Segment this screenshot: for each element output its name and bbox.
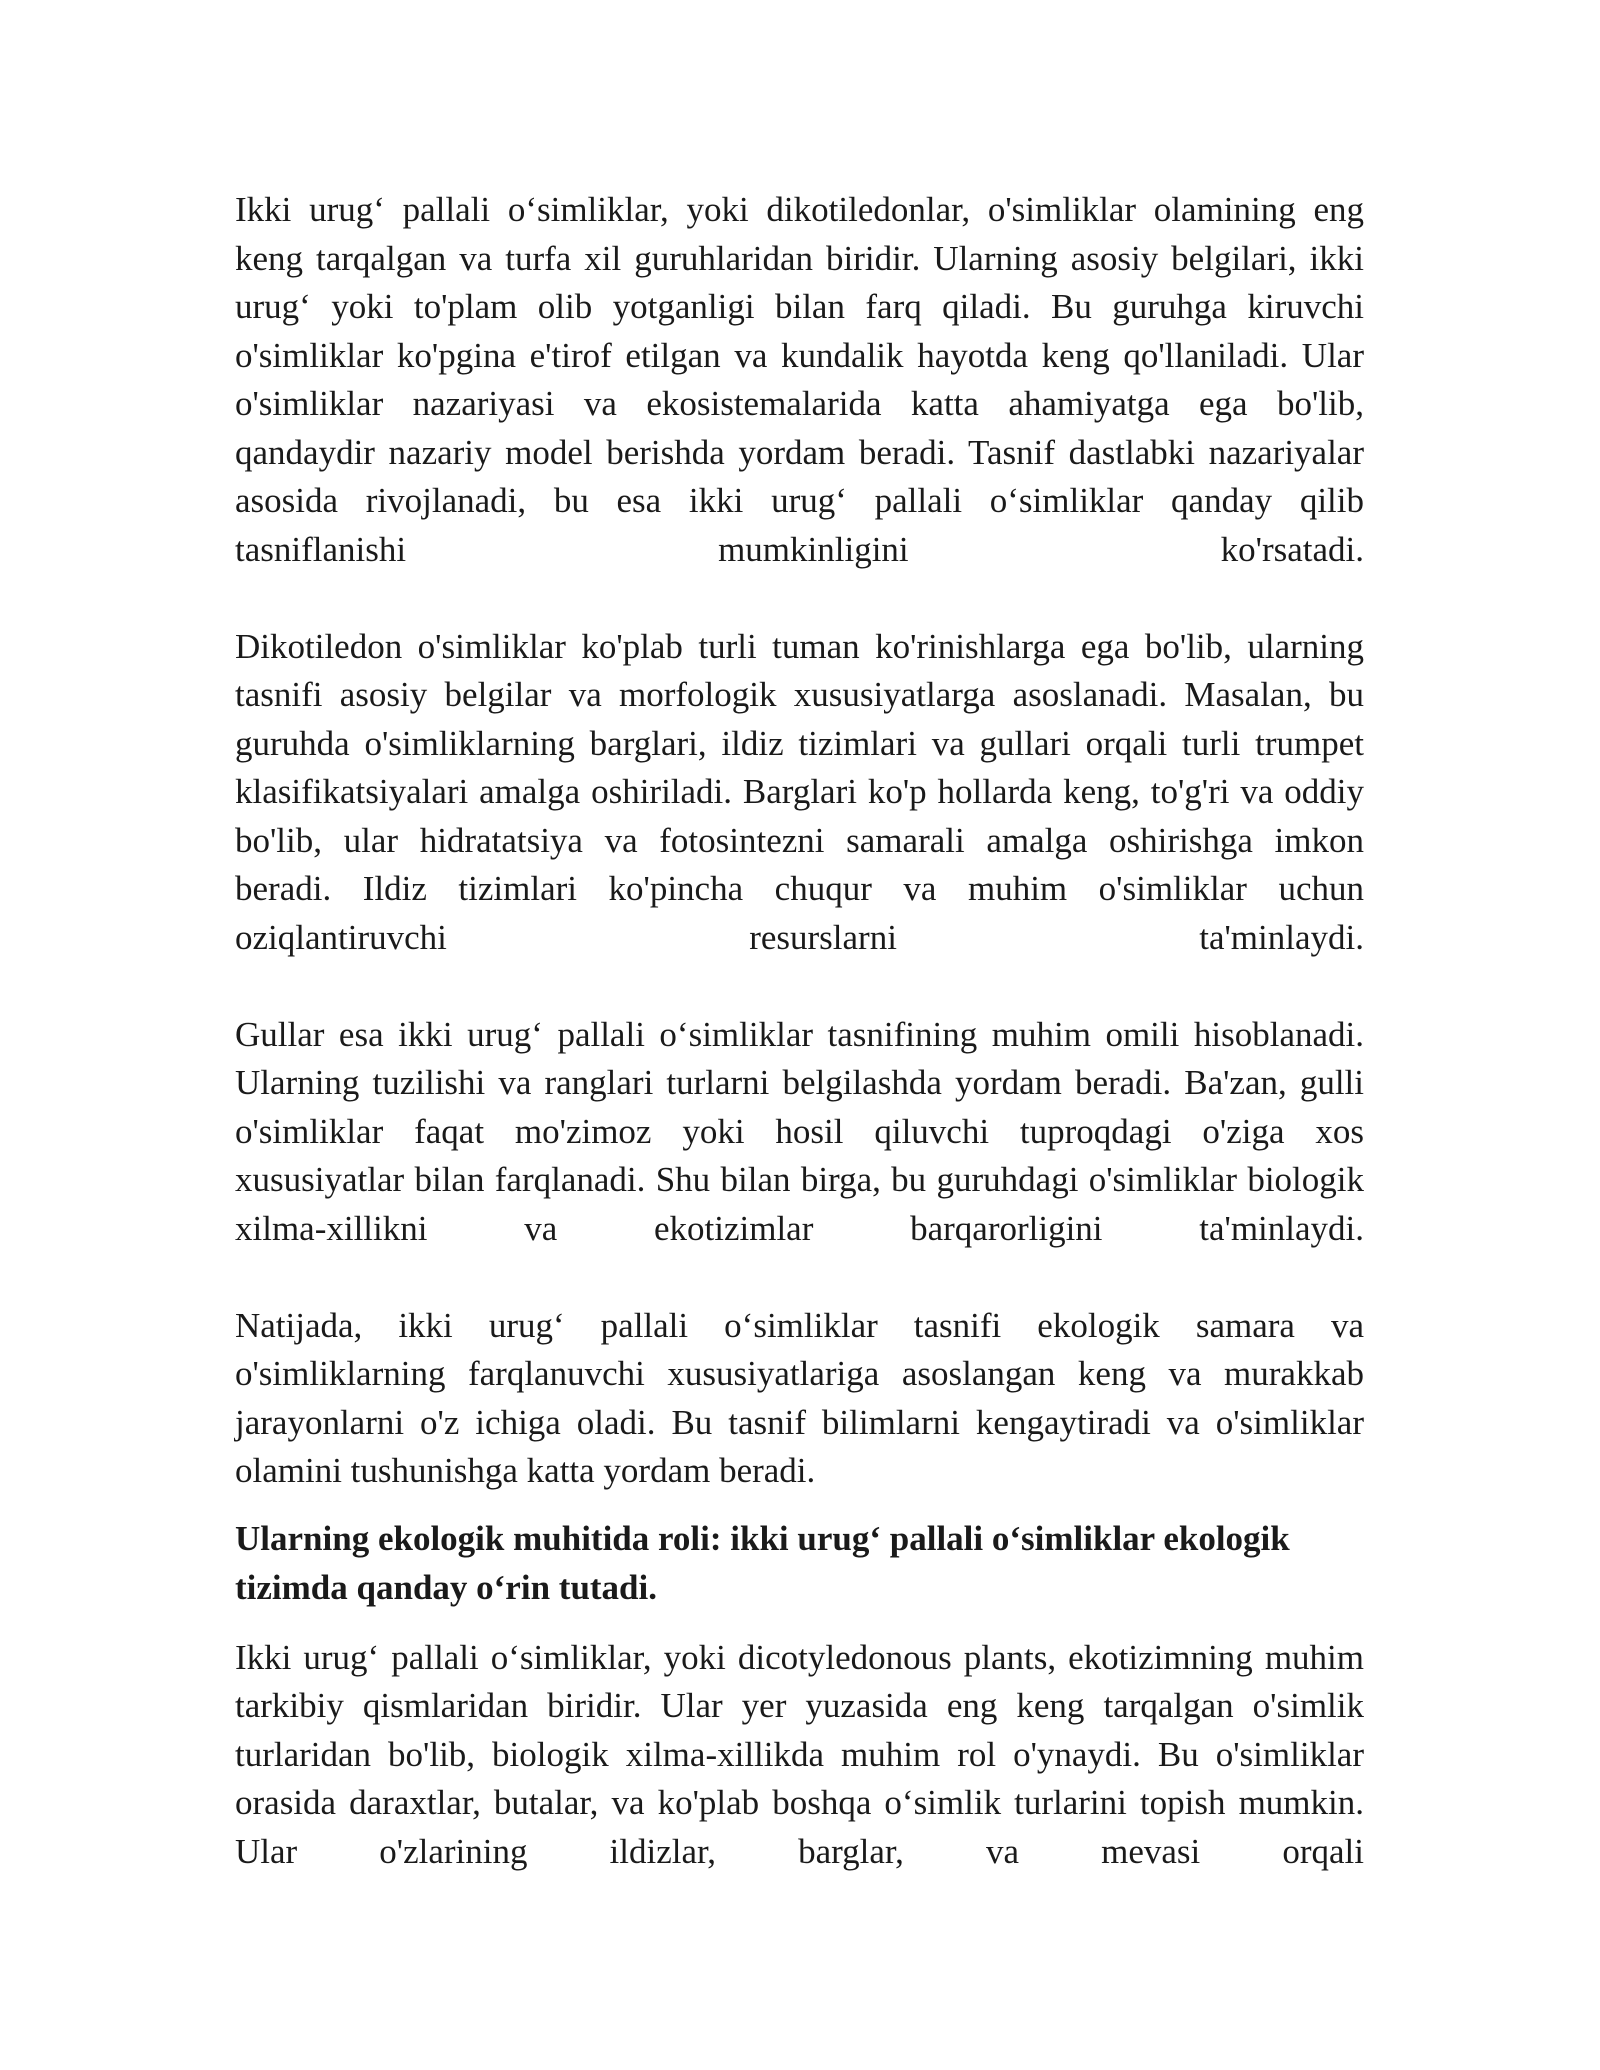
paragraph-ecology: Ikki urug‘ pallali o‘simliklar, yoki dicotyledonous plants, ekotizimning muhim tarkibiy qismlaridan biridir. Ular yer yuzasida eng keng tarqalgan o'simlik turlaridan bo'lib, biologik xilma-xillikda muhim rol o'ynaydi. Bu o'simliklar orasida daraxtlar, butalar, va ko'plab boshqa o‘simlik turlarini topish mumkin. Ular o'zlarining ildizlar, barglar, va mevasi orqali — [235, 1637, 1364, 1871]
paragraph-gap — [235, 962, 1364, 1011]
paragraph-gap — [235, 1253, 1364, 1302]
paragraph-flowers: Gullar esa ikki urug‘ pallali o‘simliklar tasnifining muhim omili hisoblanadi. Ularning tuzilishi va ranglari turlarni belgilashda yordam beradi. Ba'zan, gulli o'simliklar faqat mo'zimoz yoki hosil qiluvchi tuproqdagi o'ziga xos xususiyatlar bilan farqlanadi. Shu bilan birga, bu guruhdagi o'simliklar biologik xilma-xillikni va ekotizimlar barqarorligini ta'minlaydi. — [235, 1014, 1364, 1248]
paragraph-morphology: Dikotiledon o'simliklar ko'plab turli tuman ko'rinishlarga ega bo'lib, ularning tasnifi asosiy belgilar va morfologik xususiyatlarga asoslanadi. Masalan, bu guruhda o'simliklarning barglari, ildiz tizimlari va gullari orqali turli trumpet klasifikatsiyalari amalga oshiriladi. Barglari ko'p hollarda keng, to'g'ri va oddiy bo'lib, ular hidratatsiya va fotosintezni samarali amalga oshirishga imkon beradi. Ildiz tizimlari ko'pincha chuqur va muhim o'simliklar uchun oziqlantiruvchi resurslarni ta'minlaydi. — [235, 626, 1364, 957]
document-body — [235, 186, 1364, 1876]
paragraph-gap — [235, 574, 1364, 623]
paragraph-conclusion: Natijada, ikki urug‘ pallali o‘simliklar tasnifi ekologik samara va o'simliklarning farqlanuvchi xususiyatlariga asoslangan keng va murakkab jarayonlarni o'z ichiga oladi. Bu tasnif bilimlarni kengaytiradi va o'simliklar olamini tushunishga katta yordam beradi. — [235, 1305, 1364, 1490]
section-heading: Ularning ekologik muhitida roli: ikki urug‘ pallali o‘simliklar ekologik tizimda qanday o‘rin tutadi. — [235, 1518, 1290, 1607]
paragraph-intro: Ikki urug‘ pallali o‘simliklar, yoki dikotiledonlar, o'simliklar olamining eng keng tarqalgan va turfa xil guruhlaridan biridir. Ularning asosiy belgilari, ikki urug‘ yoki to'plam olib yotganligi bilan farq qiladi. Bu guruhga kiruvchi o'simliklar ko'pgina e'tirof etilgan va kundalik hayotda keng qo'llaniladi. Ular o'simliklar nazariyasi va ekosistemalarida katta ahamiyatga ega bo'lib, qandaydir nazariy model berishda yordam beradi. Tasnif dastlabki nazariyalar asosida rivojlanadi, bu esa ikki urug‘ pallali o‘simliklar qanday qilib tasniflanishi mumkinligini ko'rsatadi. — [235, 190, 1364, 569]
